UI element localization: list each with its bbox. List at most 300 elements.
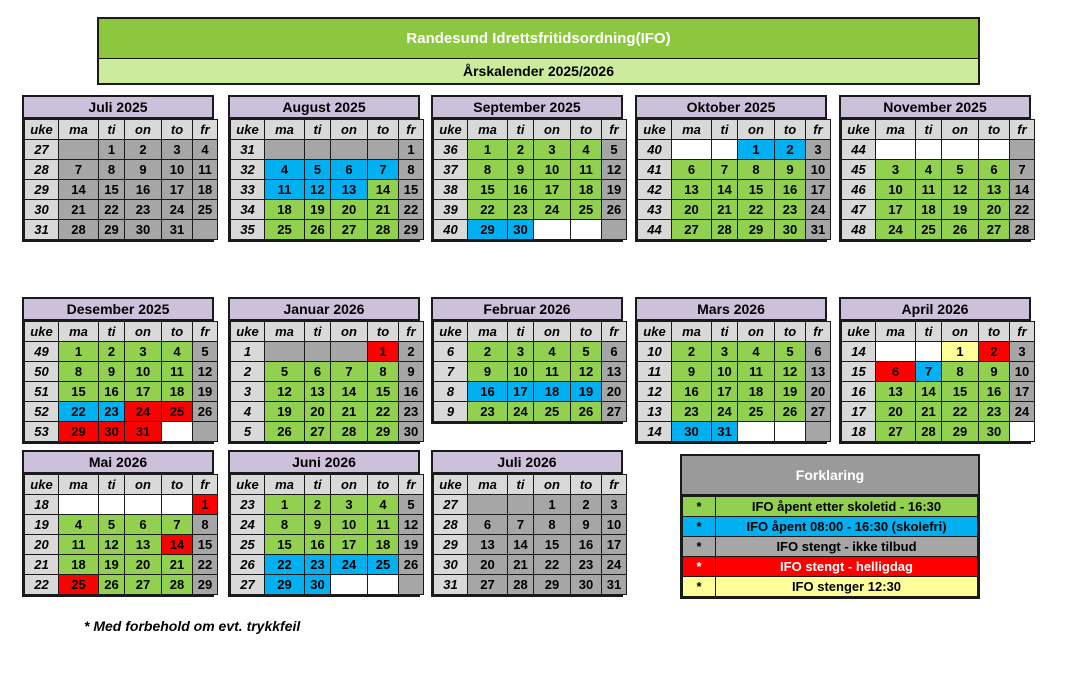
month-title: August 2025 [230, 97, 418, 119]
day-cell: 17 [602, 535, 627, 555]
day-cell: 25 [534, 402, 571, 422]
day-header-to: to [775, 120, 806, 140]
day-cell: 7 [1010, 160, 1035, 180]
day-cell [331, 140, 368, 160]
day-cell: 20 [806, 382, 831, 402]
day-cell: 3 [162, 140, 193, 160]
week-row [842, 160, 1035, 180]
legend-row [683, 577, 978, 597]
day-cell: 13 [876, 382, 916, 402]
day-cell: 29 [399, 220, 424, 240]
month-calendar-mai-2026 [22, 450, 214, 597]
day-cell: 31 [602, 575, 627, 595]
day-header-on: on [125, 322, 162, 342]
day-cell: 28 [712, 220, 738, 240]
day-cell: 8 [399, 160, 424, 180]
day-cell: 4 [265, 160, 305, 180]
day-cell: 15 [468, 180, 508, 200]
day-cell: 18 [193, 180, 218, 200]
week-number: 17 [842, 402, 876, 422]
day-cell: 19 [942, 200, 979, 220]
day-header-to: to [162, 322, 193, 342]
day-cell: 3 [1010, 342, 1035, 362]
day-header-ti: ti [99, 475, 125, 495]
day-cell: 4 [571, 140, 602, 160]
day-cell: 23 [468, 402, 508, 422]
week-row [434, 495, 627, 515]
week-number: 14 [842, 342, 876, 362]
day-cell: 30 [775, 220, 806, 240]
day-cell: 2 [672, 342, 712, 362]
day-cell: 24 [508, 402, 534, 422]
week-number: 37 [434, 160, 468, 180]
day-cell: 24 [876, 220, 916, 240]
day-cell [59, 140, 99, 160]
day-header-uke: uke [25, 120, 59, 140]
week-number: 42 [638, 180, 672, 200]
day-cell: 6 [468, 515, 508, 535]
week-number: 25 [231, 535, 265, 555]
day-cell: 23 [508, 200, 534, 220]
day-cell: 20 [305, 402, 331, 422]
day-cell [399, 575, 424, 595]
day-cell: 12 [942, 180, 979, 200]
day-cell: 5 [193, 342, 218, 362]
week-number: 18 [25, 495, 59, 515]
day-cell [942, 140, 979, 160]
legend-symbol: * [683, 497, 716, 517]
day-header-ti: ti [305, 322, 331, 342]
page-header [97, 17, 980, 85]
day-cell: 11 [193, 160, 218, 180]
week-row [25, 220, 218, 240]
day-cell: 18 [916, 200, 942, 220]
day-cell: 22 [399, 200, 424, 220]
day-cell: 26 [399, 555, 424, 575]
day-cell: 18 [534, 382, 571, 402]
day-header-fr: fr [1010, 322, 1035, 342]
day-cell: 22 [468, 200, 508, 220]
week-row [842, 220, 1035, 240]
day-header-to: to [368, 120, 399, 140]
day-cell: 20 [602, 382, 627, 402]
day-cell: 17 [1010, 382, 1035, 402]
week-row [434, 200, 627, 220]
day-cell: 13 [468, 535, 508, 555]
month-table [433, 119, 627, 240]
week-row [638, 342, 831, 362]
month-title: Februar 2026 [433, 299, 621, 321]
day-cell: 3 [806, 140, 831, 160]
day-header-to: to [571, 475, 602, 495]
day-cell: 2 [305, 495, 331, 515]
day-cell: 4 [193, 140, 218, 160]
day-cell: 3 [534, 140, 571, 160]
day-header-ti: ti [508, 120, 534, 140]
week-row [434, 140, 627, 160]
week-number: 38 [434, 180, 468, 200]
week-number: 40 [434, 220, 468, 240]
day-cell: 8 [368, 362, 399, 382]
week-row [638, 180, 831, 200]
day-header-uke: uke [25, 475, 59, 495]
day-cell: 12 [571, 362, 602, 382]
month-title: Juli 2025 [24, 97, 212, 119]
day-cell: 7 [331, 362, 368, 382]
day-cell: 5 [305, 160, 331, 180]
day-cell: 21 [59, 200, 99, 220]
day-cell: 9 [468, 362, 508, 382]
week-row [434, 535, 627, 555]
day-cell: 14 [59, 180, 99, 200]
month-title: November 2025 [841, 97, 1029, 119]
day-cell: 8 [265, 515, 305, 535]
day-header-ti: ti [712, 120, 738, 140]
day-cell: 27 [331, 220, 368, 240]
day-cell: 22 [738, 200, 775, 220]
day-cell: 17 [534, 180, 571, 200]
week-row [231, 160, 424, 180]
day-cell [331, 342, 368, 362]
day-cell: 23 [672, 402, 712, 422]
day-cell: 29 [99, 220, 125, 240]
day-header-uke: uke [842, 322, 876, 342]
day-cell: 25 [162, 402, 193, 422]
day-cell: 19 [265, 402, 305, 422]
day-cell: 28 [1010, 220, 1035, 240]
week-number: 6 [434, 342, 468, 362]
day-cell: 6 [125, 515, 162, 535]
day-cell: 19 [571, 382, 602, 402]
day-cell: 4 [162, 342, 193, 362]
week-number: 45 [842, 160, 876, 180]
day-cell: 12 [305, 180, 331, 200]
day-cell: 17 [508, 382, 534, 402]
day-cell: 1 [738, 140, 775, 160]
day-header-ti: ti [508, 475, 534, 495]
day-cell: 22 [193, 555, 218, 575]
day-cell: 6 [672, 160, 712, 180]
day-cell [508, 495, 534, 515]
week-number: 12 [638, 382, 672, 402]
month-calendar-juni-2026 [228, 450, 420, 597]
day-cell [1010, 140, 1035, 160]
day-cell: 10 [602, 515, 627, 535]
day-header-on: on [125, 475, 162, 495]
day-cell: 31 [162, 220, 193, 240]
day-cell: 14 [508, 535, 534, 555]
month-table [230, 321, 424, 442]
week-number: 31 [434, 575, 468, 595]
week-row [638, 200, 831, 220]
day-cell: 29 [534, 575, 571, 595]
day-cell: 28 [368, 220, 399, 240]
day-cell: 22 [59, 402, 99, 422]
legend-symbol: * [683, 537, 716, 557]
day-cell: 15 [368, 382, 399, 402]
day-cell: 2 [99, 342, 125, 362]
week-row [25, 160, 218, 180]
week-row [231, 535, 424, 555]
legend-symbol: * [683, 577, 716, 597]
week-number: 27 [25, 140, 59, 160]
day-cell [305, 140, 331, 160]
day-cell: 7 [508, 515, 534, 535]
day-cell [265, 342, 305, 362]
day-cell: 28 [916, 422, 942, 442]
day-cell: 19 [602, 180, 627, 200]
day-cell: 26 [265, 422, 305, 442]
day-cell: 19 [99, 555, 125, 575]
week-row [25, 575, 218, 595]
week-row [231, 200, 424, 220]
week-row [638, 382, 831, 402]
day-cell [193, 422, 218, 442]
day-cell: 1 [99, 140, 125, 160]
week-number: 9 [434, 402, 468, 422]
week-number: 21 [25, 555, 59, 575]
day-cell [571, 220, 602, 240]
day-cell: 27 [979, 220, 1010, 240]
day-cell: 12 [775, 362, 806, 382]
day-header-fr: fr [193, 120, 218, 140]
day-cell: 3 [602, 495, 627, 515]
day-cell: 18 [162, 382, 193, 402]
week-row [231, 515, 424, 535]
day-cell [738, 422, 775, 442]
day-cell: 10 [806, 160, 831, 180]
day-cell: 30 [399, 422, 424, 442]
page-title: Randesund Idrettsfritidsordning(IFO) [99, 19, 978, 59]
day-cell: 20 [468, 555, 508, 575]
day-cell: 10 [534, 160, 571, 180]
week-row [434, 575, 627, 595]
day-cell: 13 [602, 362, 627, 382]
day-cell: 29 [738, 220, 775, 240]
day-cell: 22 [1010, 200, 1035, 220]
legend-label: IFO stengt - ikke tilbud [716, 537, 978, 557]
legend-label: IFO stengt - helligdag [716, 557, 978, 577]
day-cell [775, 422, 806, 442]
day-cell: 16 [399, 382, 424, 402]
day-header-uke: uke [231, 120, 265, 140]
month-calendar-juli-2025 [22, 95, 214, 242]
day-cell: 28 [59, 220, 99, 240]
day-cell: 16 [125, 180, 162, 200]
week-number: 28 [25, 160, 59, 180]
day-cell: 14 [368, 180, 399, 200]
day-cell: 10 [876, 180, 916, 200]
day-cell: 11 [368, 515, 399, 535]
day-header-ma: ma [468, 120, 508, 140]
day-cell: 22 [368, 402, 399, 422]
day-cell: 22 [265, 555, 305, 575]
week-number: 28 [434, 515, 468, 535]
day-cell: 12 [193, 362, 218, 382]
day-cell: 9 [508, 160, 534, 180]
day-cell: 4 [738, 342, 775, 362]
day-cell: 19 [193, 382, 218, 402]
day-cell [162, 422, 193, 442]
legend-row [683, 497, 978, 517]
day-cell: 15 [265, 535, 305, 555]
week-row [434, 402, 627, 422]
month-title: Mars 2026 [637, 299, 825, 321]
day-header-on: on [331, 475, 368, 495]
day-header-to: to [979, 322, 1010, 342]
day-cell: 29 [468, 220, 508, 240]
day-cell: 29 [368, 422, 399, 442]
week-number: 24 [231, 515, 265, 535]
day-cell: 1 [534, 495, 571, 515]
day-header-to: to [162, 120, 193, 140]
day-cell: 1 [468, 140, 508, 160]
day-cell: 24 [534, 200, 571, 220]
day-cell: 24 [1010, 402, 1035, 422]
day-cell: 11 [162, 362, 193, 382]
day-cell: 16 [979, 382, 1010, 402]
week-row [25, 362, 218, 382]
day-cell: 23 [775, 200, 806, 220]
week-row [231, 575, 424, 595]
day-cell: 26 [602, 200, 627, 220]
day-header-uke: uke [638, 120, 672, 140]
day-cell: 18 [59, 555, 99, 575]
day-cell [331, 575, 368, 595]
week-row [638, 402, 831, 422]
day-cell: 8 [193, 515, 218, 535]
day-header-ma: ma [876, 322, 916, 342]
day-cell: 16 [775, 180, 806, 200]
day-cell: 19 [305, 200, 331, 220]
day-header-on: on [331, 322, 368, 342]
day-cell: 3 [876, 160, 916, 180]
month-title: Mai 2026 [24, 452, 212, 474]
day-cell: 1 [59, 342, 99, 362]
day-cell: 22 [534, 555, 571, 575]
day-cell: 17 [712, 382, 738, 402]
week-number: 53 [25, 422, 59, 442]
day-cell: 9 [305, 515, 331, 535]
week-row [25, 200, 218, 220]
week-row [231, 555, 424, 575]
week-row [25, 422, 218, 442]
day-cell: 7 [368, 160, 399, 180]
week-row [842, 382, 1035, 402]
legend-table [682, 496, 978, 597]
day-cell: 2 [979, 342, 1010, 362]
week-row [25, 555, 218, 575]
day-cell: 6 [305, 362, 331, 382]
day-cell: 18 [368, 535, 399, 555]
day-header-ma: ma [468, 322, 508, 342]
day-cell [534, 220, 571, 240]
day-cell: 30 [571, 575, 602, 595]
week-row [231, 180, 424, 200]
day-header-uke: uke [434, 120, 468, 140]
day-cell: 10 [331, 515, 368, 535]
day-cell: 8 [99, 160, 125, 180]
week-row [434, 180, 627, 200]
week-number: 44 [842, 140, 876, 160]
day-cell: 19 [775, 382, 806, 402]
month-table [841, 321, 1035, 442]
day-header-to: to [368, 475, 399, 495]
month-calendar-mars-2026 [635, 297, 827, 444]
day-cell: 11 [916, 180, 942, 200]
day-cell: 15 [738, 180, 775, 200]
day-cell: 11 [534, 362, 571, 382]
day-cell: 15 [942, 382, 979, 402]
day-cell: 11 [738, 362, 775, 382]
legend-row [683, 537, 978, 557]
day-cell: 9 [672, 362, 712, 382]
day-cell: 9 [125, 160, 162, 180]
day-cell: 13 [305, 382, 331, 402]
week-number: 5 [231, 422, 265, 442]
week-row [638, 422, 831, 442]
day-cell: 20 [672, 200, 712, 220]
week-number: 39 [434, 200, 468, 220]
day-header-fr: fr [1010, 120, 1035, 140]
week-row [842, 140, 1035, 160]
week-row [25, 535, 218, 555]
day-cell: 15 [534, 535, 571, 555]
month-calendar-januar-2026 [228, 297, 420, 444]
week-row [231, 342, 424, 362]
week-row [434, 382, 627, 402]
page-subtitle: Årskalender 2025/2026 [99, 59, 978, 83]
week-row [842, 180, 1035, 200]
day-cell: 14 [162, 535, 193, 555]
day-header-ti: ti [916, 120, 942, 140]
day-cell: 30 [508, 220, 534, 240]
day-cell: 8 [738, 160, 775, 180]
week-number: 32 [231, 160, 265, 180]
day-cell: 22 [99, 200, 125, 220]
week-number: 52 [25, 402, 59, 422]
day-cell: 12 [399, 515, 424, 535]
week-number: 51 [25, 382, 59, 402]
week-number: 46 [842, 180, 876, 200]
day-cell: 13 [331, 180, 368, 200]
day-cell: 1 [942, 342, 979, 362]
day-header-fr: fr [602, 475, 627, 495]
day-cell: 5 [99, 515, 125, 535]
day-cell: 9 [99, 362, 125, 382]
month-calendar-november-2025 [839, 95, 1031, 242]
week-number: 31 [25, 220, 59, 240]
week-row [638, 140, 831, 160]
day-cell: 3 [712, 342, 738, 362]
footer-note: * Med forbehold om evt. trykkfeil [84, 618, 301, 634]
day-cell: 9 [775, 160, 806, 180]
week-row [25, 180, 218, 200]
day-cell: 11 [571, 160, 602, 180]
month-table [433, 321, 627, 422]
day-cell: 23 [571, 555, 602, 575]
day-header-uke: uke [25, 322, 59, 342]
day-cell: 31 [712, 422, 738, 442]
day-cell: 24 [331, 555, 368, 575]
day-cell: 26 [571, 402, 602, 422]
day-header-to: to [162, 475, 193, 495]
day-header-to: to [571, 120, 602, 140]
day-cell: 2 [775, 140, 806, 160]
week-row [231, 402, 424, 422]
month-table [24, 474, 218, 595]
day-cell: 7 [59, 160, 99, 180]
